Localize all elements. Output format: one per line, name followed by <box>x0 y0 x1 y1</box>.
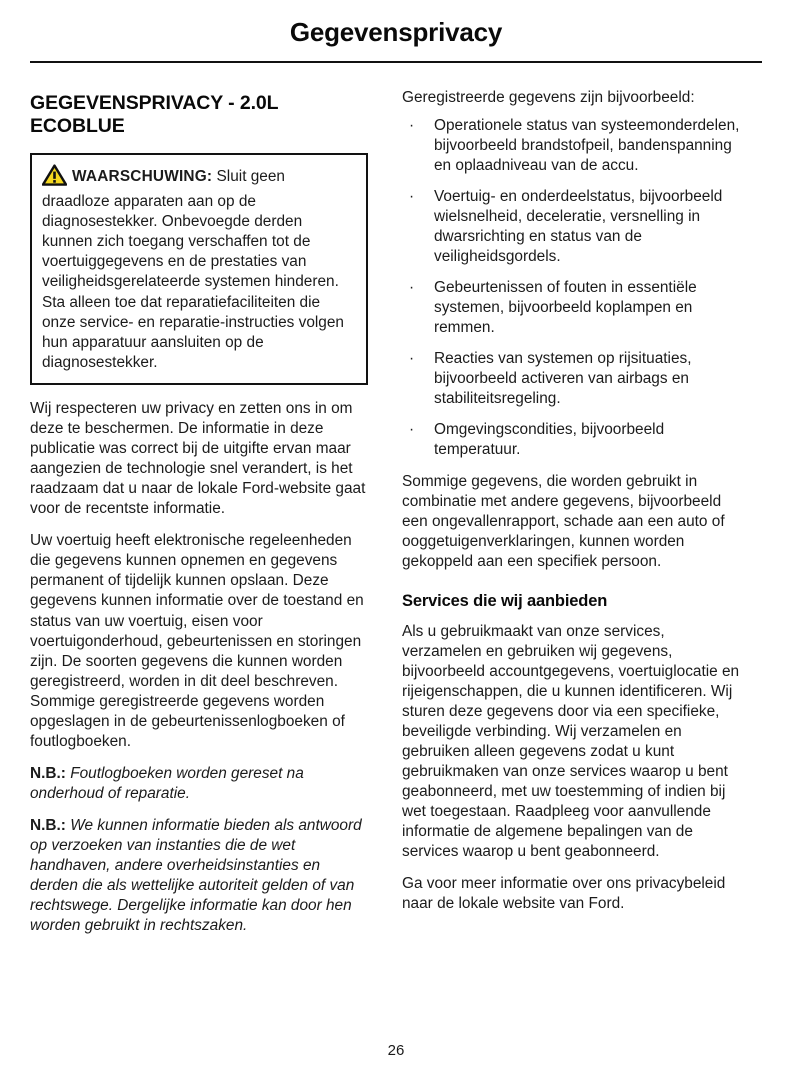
list-intro: Geregistreerde gegevens zijn bijvoorbeeld: <box>402 89 695 106</box>
left-column <box>30 88 368 948</box>
sub-heading: Services die wij aanbieden <box>402 592 608 611</box>
list-item-label: Voertuig- en onderdeelstatus, bijvoorbeeld wielsnelheid, deceleratie, versnelling in dwarsrichting en status van de veiligheidsgordels. <box>434 188 723 266</box>
list-item <box>402 187 740 267</box>
note <box>30 816 368 936</box>
list-item-label: Gebeurtenissen of fouten in essentiële systemen, bijvoorbeeld koplampen en remmen. <box>434 279 697 337</box>
paragraph: Als u gebruikmaakt van onze services, verzamelen en gebruiken wij gegevens, bijvoorbeeld accountgegevens, voertuiglocatie en rijeigenschappen, die u kunnen identificeren. Wij sturen deze gegevens door via een specifieke, beveiligde verbinding. Wij verzamelen en gebruiken alleen gegevens zodat u kunt gebruikmaken van onze services waarop u bent geabonneerd, met uw toestemming of indien bij wet toegestaan. Raadpleeg voor aanvullende informatie de algemene bepalingen van de services waarop u bent geabonneerd. <box>402 623 740 861</box>
list-item <box>402 116 740 176</box>
note <box>30 764 368 804</box>
note-label: N.B.: <box>30 816 66 834</box>
warning-callout <box>30 153 368 386</box>
paragraph: Uw voertuig heeft elektronische regeleenheden die gegevens kunnen opnemen en gegevens permanent of tijdelijk kunnen opslaan. Deze gegevens kunnen informatie over de toestand en status van uw voertuig, eisen voor voertuigonderhoud, gebeurtenissen en storingen zijn. De soorten gegevens die kunnen worden geregistreerd, worden in dit deel beschreven. Sommige geregistreerde gegevens worden opgeslagen in de gebeurtenissenlogboeken of foutlogboeken. <box>30 532 364 750</box>
section-heading: GEGEVENSPRIVACY - 2.0L ECOBLUE <box>30 92 279 137</box>
warning-triangle-icon <box>42 164 67 192</box>
page-footer <box>0 1042 792 1060</box>
list-item-label: Operationele status van systeemonderdelen, bijvoorbeeld brandstofpeil, bandenspanning en oplaadniveau van de accu. <box>434 117 740 175</box>
bullet-icon: · <box>409 421 415 439</box>
content-columns <box>30 88 762 948</box>
list-item-label: Reacties van systemen op rijsituaties, bijvoorbeeld activeren van airbags en stabiliteitsregeling. <box>434 350 692 408</box>
paragraph: Wij respecteren uw privacy en zetten ons in om deze te beschermen. De informatie in deze publicatie was correct bij de uitgifte ervan maar aangezien de technologie snel verandert, is het raadzaam dat u naar de lokale Ford-website gaat voor de recentste informatie. <box>30 400 366 518</box>
list-item <box>402 278 740 338</box>
registered-data-list <box>402 116 740 460</box>
list-item <box>402 349 740 409</box>
warning-label: WAARSCHUWING: <box>72 167 213 185</box>
bullet-icon: · <box>409 279 415 297</box>
list-item <box>402 420 740 460</box>
bullet-icon: · <box>409 350 415 368</box>
paragraph: Ga voor meer informatie over ons privacybeleid naar de lokale website van Ford. <box>402 875 726 913</box>
warning-text <box>42 164 356 374</box>
right-column <box>402 88 740 948</box>
page-header <box>0 0 792 47</box>
page-number: 26 <box>387 1042 405 1059</box>
note-text: We kunnen informatie bieden als antwoord op verzoeken van instanties die de wet handhaven, andere overheidsinstanties en derden die als wettelijke autoriteit gelden of van rechtswege. Dergelijke informatie kan door hen worden gebruikt in rechtszaken. <box>30 816 362 934</box>
warning-body: Sluit geen draadloze apparaten aan op de diagnosestekker. Onbevoegde derden kunnen zich toegang verschaffen tot de voertuiggegevens en de prestaties van veiligheidsgerelateerde systemen hinderen. Sta alleen toe dat reparatiefaciliteiten die onze service- en reparatie-instructies volgen hun apparatuur aansluiten op de diagnosestekker. <box>42 167 344 372</box>
note-label: N.B.: <box>30 764 66 782</box>
page-title: Gegevensprivacy <box>289 17 503 47</box>
bullet-icon: · <box>409 117 415 135</box>
header-divider <box>30 61 762 63</box>
note-text: Foutlogboeken worden gereset na onderhoud of reparatie. <box>30 764 304 802</box>
bullet-icon: · <box>409 188 415 206</box>
paragraph: Sommige gegevens, die worden gebruikt in combinatie met andere gegevens, bijvoorbeeld een ongevallenrapport, schade aan een auto of ooggetuigenverklaringen, kunnen worden gekoppeld aan een specifiek persoon. <box>402 473 725 571</box>
list-item-label: Omgevingscondities, bijvoorbeeld temperatuur. <box>434 421 665 459</box>
